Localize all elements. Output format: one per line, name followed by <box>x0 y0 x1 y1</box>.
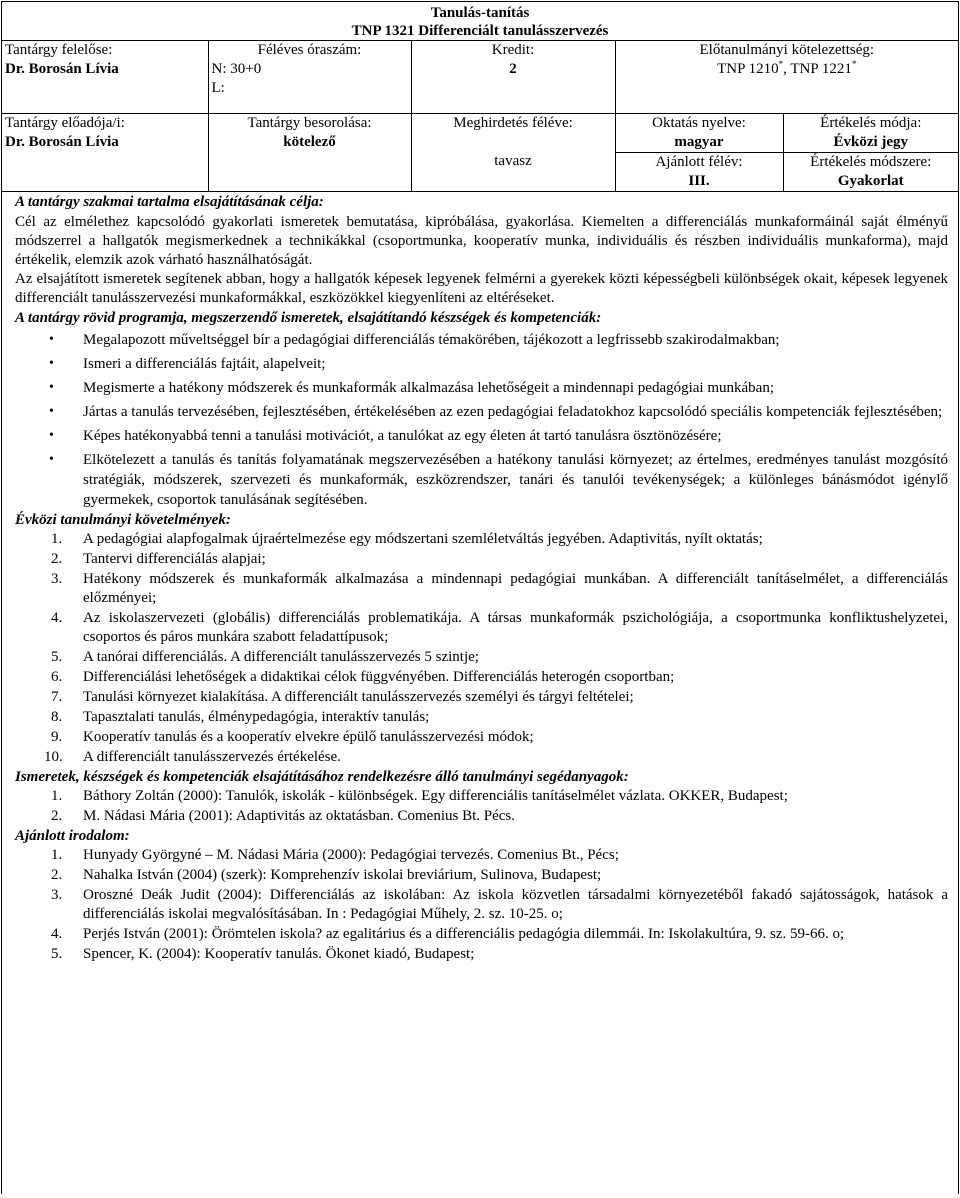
kovetelmenyek-title: Évközi tanulmányi követelmények: <box>15 512 231 528</box>
meghirdetes-cell <box>411 114 615 192</box>
list-item <box>15 550 948 569</box>
list-item <box>15 748 948 767</box>
item-text: Tapasztalati tanulás, élménypedagógia, interaktív tanulás; <box>83 709 430 725</box>
nyelv-cell <box>615 114 783 153</box>
item-text: Hatékony módszerek és munkaformák alkalmazása a mindennapi pedagógiai munkában. A differenciált tanításelmélet, a differenciálás előzményei; <box>83 571 948 606</box>
item-number: 2. <box>51 551 63 567</box>
cel-paragraph-1: Cél az elmélethez kapcsolódó gyakorlati ismeretek bemutatása, kipróbálása, gyakorlása. Kiemelten a differenciálás munkaformáinál saját élményű módszerrel a hallgatók megismerkednek a technikákkal (csoportmunka, kooperatív munka, individuális és részben individuális munkaforma), majd értékelik, elemzik azok várható használhatóságát. <box>15 214 948 268</box>
item-text: Oroszné Deák Judit (2004): Differenciálás az iskolában: Az iskola közvetlen társadalmi környezetéből fakadó sajátosságok, hatások a differenciálás iskolai megvalósításában. In : Pedagógiai Műhely, 2. sz. 10-25. o; <box>83 887 948 922</box>
item-text: Spencer, K. (2004): Kooperatív tanulás. Ökonet kiadó, Budapest; <box>83 946 475 962</box>
nyelv-label: Oktatás nyelve: <box>652 115 746 131</box>
prereq-b-star: * <box>851 59 857 69</box>
felelos-label: Tantárgy felelőse: <box>5 42 113 58</box>
kredit-label: Kredit: <box>491 42 535 58</box>
ertekeles-mod-cell <box>783 114 958 153</box>
list-item: • Ismeri a differenciálás fajtáit, alapelveit; <box>49 356 326 372</box>
item-text: Nahalka István (2004) (szerk): Komprehenzív iskolai breviárium, Sulinova, Budapest; <box>83 867 602 883</box>
prereq-a-star: * <box>778 59 784 69</box>
kovetelmenyek-list <box>15 530 948 767</box>
item-number: 3. <box>51 571 63 587</box>
item-text: Differenciálási lehetőségek a didaktikai célok függvényében. Differenciálás heterogén csoportban; <box>83 669 675 685</box>
meghirdetes-label: Meghirdetés féléve: <box>453 115 573 131</box>
list-item: • Elkötelezett a tanulás és tanítás folyamatának megszervezésében a hatékony tanulási környezet; az értelmes, eredményes tanulást mozgósító stratégiák, módszerek, szervezeti és munkaformák, eszközrendszer, tanári és tanulói tevékenységek; a különleges bánásmódot igénylő gyermekek, csoportok tanulásának segítésében. <box>49 452 948 508</box>
item-number: 8. <box>51 709 63 725</box>
list-item <box>15 648 948 667</box>
list-item: • Képes hatékonyabbá tenni a tanulási motivációt, a tanulókat az egy életen át tartó tanulásra ösztönözésére; <box>49 428 722 444</box>
ertekeles-modszer-label: Értékelés módszere: <box>810 154 932 170</box>
list-item <box>15 570 948 608</box>
ajanlott-cell <box>615 153 783 192</box>
program-list <box>15 330 948 510</box>
item-text: Perjés István (2001): Örömtelen iskola? az egalitárius és a differenciális pedagógia dilemmái. In: Iskolakultúra, 9. sz. 59-66. o; <box>83 926 845 942</box>
cel-title: A tantárgy szakmai tartalma elsajátításának célja: <box>15 194 324 210</box>
bullet-icon: • <box>49 452 54 467</box>
bullet-icon: • <box>49 332 54 347</box>
item-number: 2. <box>51 867 63 883</box>
oraszam-cell <box>208 41 411 114</box>
felelos-name: Dr. Borosán Lívia <box>5 61 119 77</box>
prereq-sep: , <box>783 61 791 77</box>
item-number: 2. <box>51 808 63 824</box>
besorolas-label: Tantárgy besorolása: <box>247 115 372 131</box>
list-item <box>15 688 948 707</box>
list-item <box>15 668 948 687</box>
item-number: 5. <box>51 946 63 962</box>
list-item <box>15 886 948 924</box>
item-number: 4. <box>51 926 63 942</box>
item-number: 1. <box>51 788 63 804</box>
ertekeles-mod-value: Évközi jegy <box>833 134 909 150</box>
ajanlott-value: III. <box>688 173 710 189</box>
meghirdetes-value: tavasz <box>494 153 532 169</box>
item-text: A tanórai differenciálás. A differenciált tanulásszervezés 5 szintje; <box>83 649 479 665</box>
course-sheet <box>1 1 959 1194</box>
list-item <box>15 945 948 964</box>
item-text: Báthory Zoltán (2000): Tanulók, iskolák - különbségek. Egy differenciális tanításelmélet vázlata. OKKER, Budapest; <box>83 788 788 804</box>
segedanyagok-title: Ismeretek, készségek és kompetenciák elsajátításához rendelkezésre álló tanulmányi segédanyagok: <box>15 769 629 785</box>
item-text: A differenciált tanulásszervezés értékelése. <box>83 749 341 765</box>
irodalom-title: Ajánlott irodalom: <box>15 828 130 844</box>
cel-paragraph-2: Az elsajátított ismeretek segítenek abban, hogy a hallgatók képesek legyenek felmérni a gyerekek közti képességbeli különbségek okait, képesek legyenek differenciált tanulásszervezési munkaformákkal, eszközökkel kiegyenlíteni az eltéréseket. <box>15 271 948 306</box>
oraszam-l: L: <box>211 80 225 96</box>
item-number: 5. <box>51 649 63 665</box>
kovetelmenyek-section <box>2 511 958 767</box>
program-title: A tantárgy rövid programja, megszerzendő ismeretek, elsajátítandó készségek és kompetenciák: <box>15 310 602 326</box>
list-item <box>15 866 948 885</box>
list-item <box>15 609 948 647</box>
item-number: 3. <box>51 887 63 903</box>
list-item: • Jártas a tanulás tervezésében, fejlesztésében, értékelésében az ezen pedagógiai feladatokhoz kapcsolódó speciális kompetenciák fejlesztésében; <box>49 404 943 420</box>
item-number: 1. <box>51 531 63 547</box>
ertekeles-modszer-value: Gyakorlat <box>837 173 904 189</box>
item-text: Tanulási környezet kialakítása. A differenciált tanulásszervezés személyi és tárgyi feltételei; <box>83 689 634 705</box>
eloado-name: Dr. Borosán Lívia <box>5 134 119 150</box>
eloado-label: Tantárgy előadója/i: <box>5 115 125 131</box>
item-number: 1. <box>51 847 63 863</box>
list-item <box>15 728 948 747</box>
irodalom-section <box>2 827 958 964</box>
list-item <box>15 708 948 727</box>
oraszam-label: Féléves óraszám: <box>257 42 362 58</box>
bullet-icon: • <box>49 380 54 395</box>
item-number: 4. <box>51 610 63 626</box>
item-text: A pedagógiai alapfogalmak újraértelmezése egy módszertani szemléletváltás jegyében. Adaptivitás, nyílt oktatás; <box>83 531 763 547</box>
eloado-cell <box>2 114 208 192</box>
bullet-icon: • <box>49 356 54 371</box>
item-text: Hunyady Györgyné – M. Nádasi Mária (2000): Pedagógiai tervezés. Comenius Bt., Pécs; <box>83 847 619 863</box>
irodalom-list <box>15 846 948 964</box>
item-number: 6. <box>51 669 63 685</box>
item-number: 10. <box>44 749 63 765</box>
kredit-value: 2 <box>509 61 517 77</box>
prereq-b: TNP 1221 <box>790 61 852 77</box>
list-item <box>15 807 948 826</box>
kredit-cell <box>411 41 615 114</box>
felelos-cell <box>2 41 208 114</box>
item-number: 7. <box>51 689 63 705</box>
course-header-table <box>2 2 958 192</box>
ertekeles-modszer-cell <box>783 153 958 192</box>
list-item <box>15 846 948 865</box>
besorolas-value: kötelező <box>283 134 336 150</box>
bullet-icon: • <box>49 428 54 443</box>
item-text: Kooperatív tanulás és a kooperatív elvekre épülő tanulásszervezési módok; <box>83 729 534 745</box>
item-number: 9. <box>51 729 63 745</box>
nyelv-value: magyar <box>674 134 724 150</box>
prereq-a: TNP 1210 <box>717 61 779 77</box>
besorolas-cell <box>208 114 411 192</box>
course-title-cell <box>2 2 958 41</box>
item-text: Az iskolaszervezeti (globális) differenciálás problematikája. A társas munkaformák pszichológiája, a csoportmunka konfliktushelyzetei, csoportos és páros munkára szabott feladattípusok; <box>83 610 948 645</box>
list-item <box>15 530 948 549</box>
ajanlott-label: Ajánlott félév: <box>655 154 743 170</box>
list-item: • Megalapozott műveltséggel bír a pedagógiai differenciálás témakörében, tájékozott a legfrissebb szakirodalmakban; <box>49 332 780 348</box>
course-category-title: Tanulás-tanítás <box>430 5 530 21</box>
list-item <box>15 787 948 806</box>
item-text: Tantervi differenciálás alapjai; <box>83 551 266 567</box>
segedanyagok-section <box>2 768 958 826</box>
segedanyagok-list <box>15 787 948 826</box>
elotanulmanyi-cell <box>615 41 958 114</box>
course-code-title: TNP 1321 Differenciált tanulásszervezés <box>351 23 609 39</box>
item-text: M. Nádasi Mária (2001): Adaptivitás az oktatásban. Comenius Bt. Pécs. <box>83 808 516 824</box>
ertekeles-mod-label: Értékelés módja: <box>820 115 922 131</box>
bullet-icon: • <box>49 404 54 419</box>
list-item: • Megismerte a hatékony módszerek és munkaformák alkalmazása lehetőségeit a mindennapi pedagógiai munkában; <box>49 380 775 396</box>
list-item <box>15 925 948 944</box>
program-section <box>2 309 958 510</box>
elotanulmanyi-value <box>619 60 956 79</box>
cel-section <box>2 193 958 308</box>
elotanulmanyi-label: Előtanulmányi kötelezettség: <box>699 42 875 58</box>
oraszam-n: N: 30+0 <box>211 61 262 77</box>
